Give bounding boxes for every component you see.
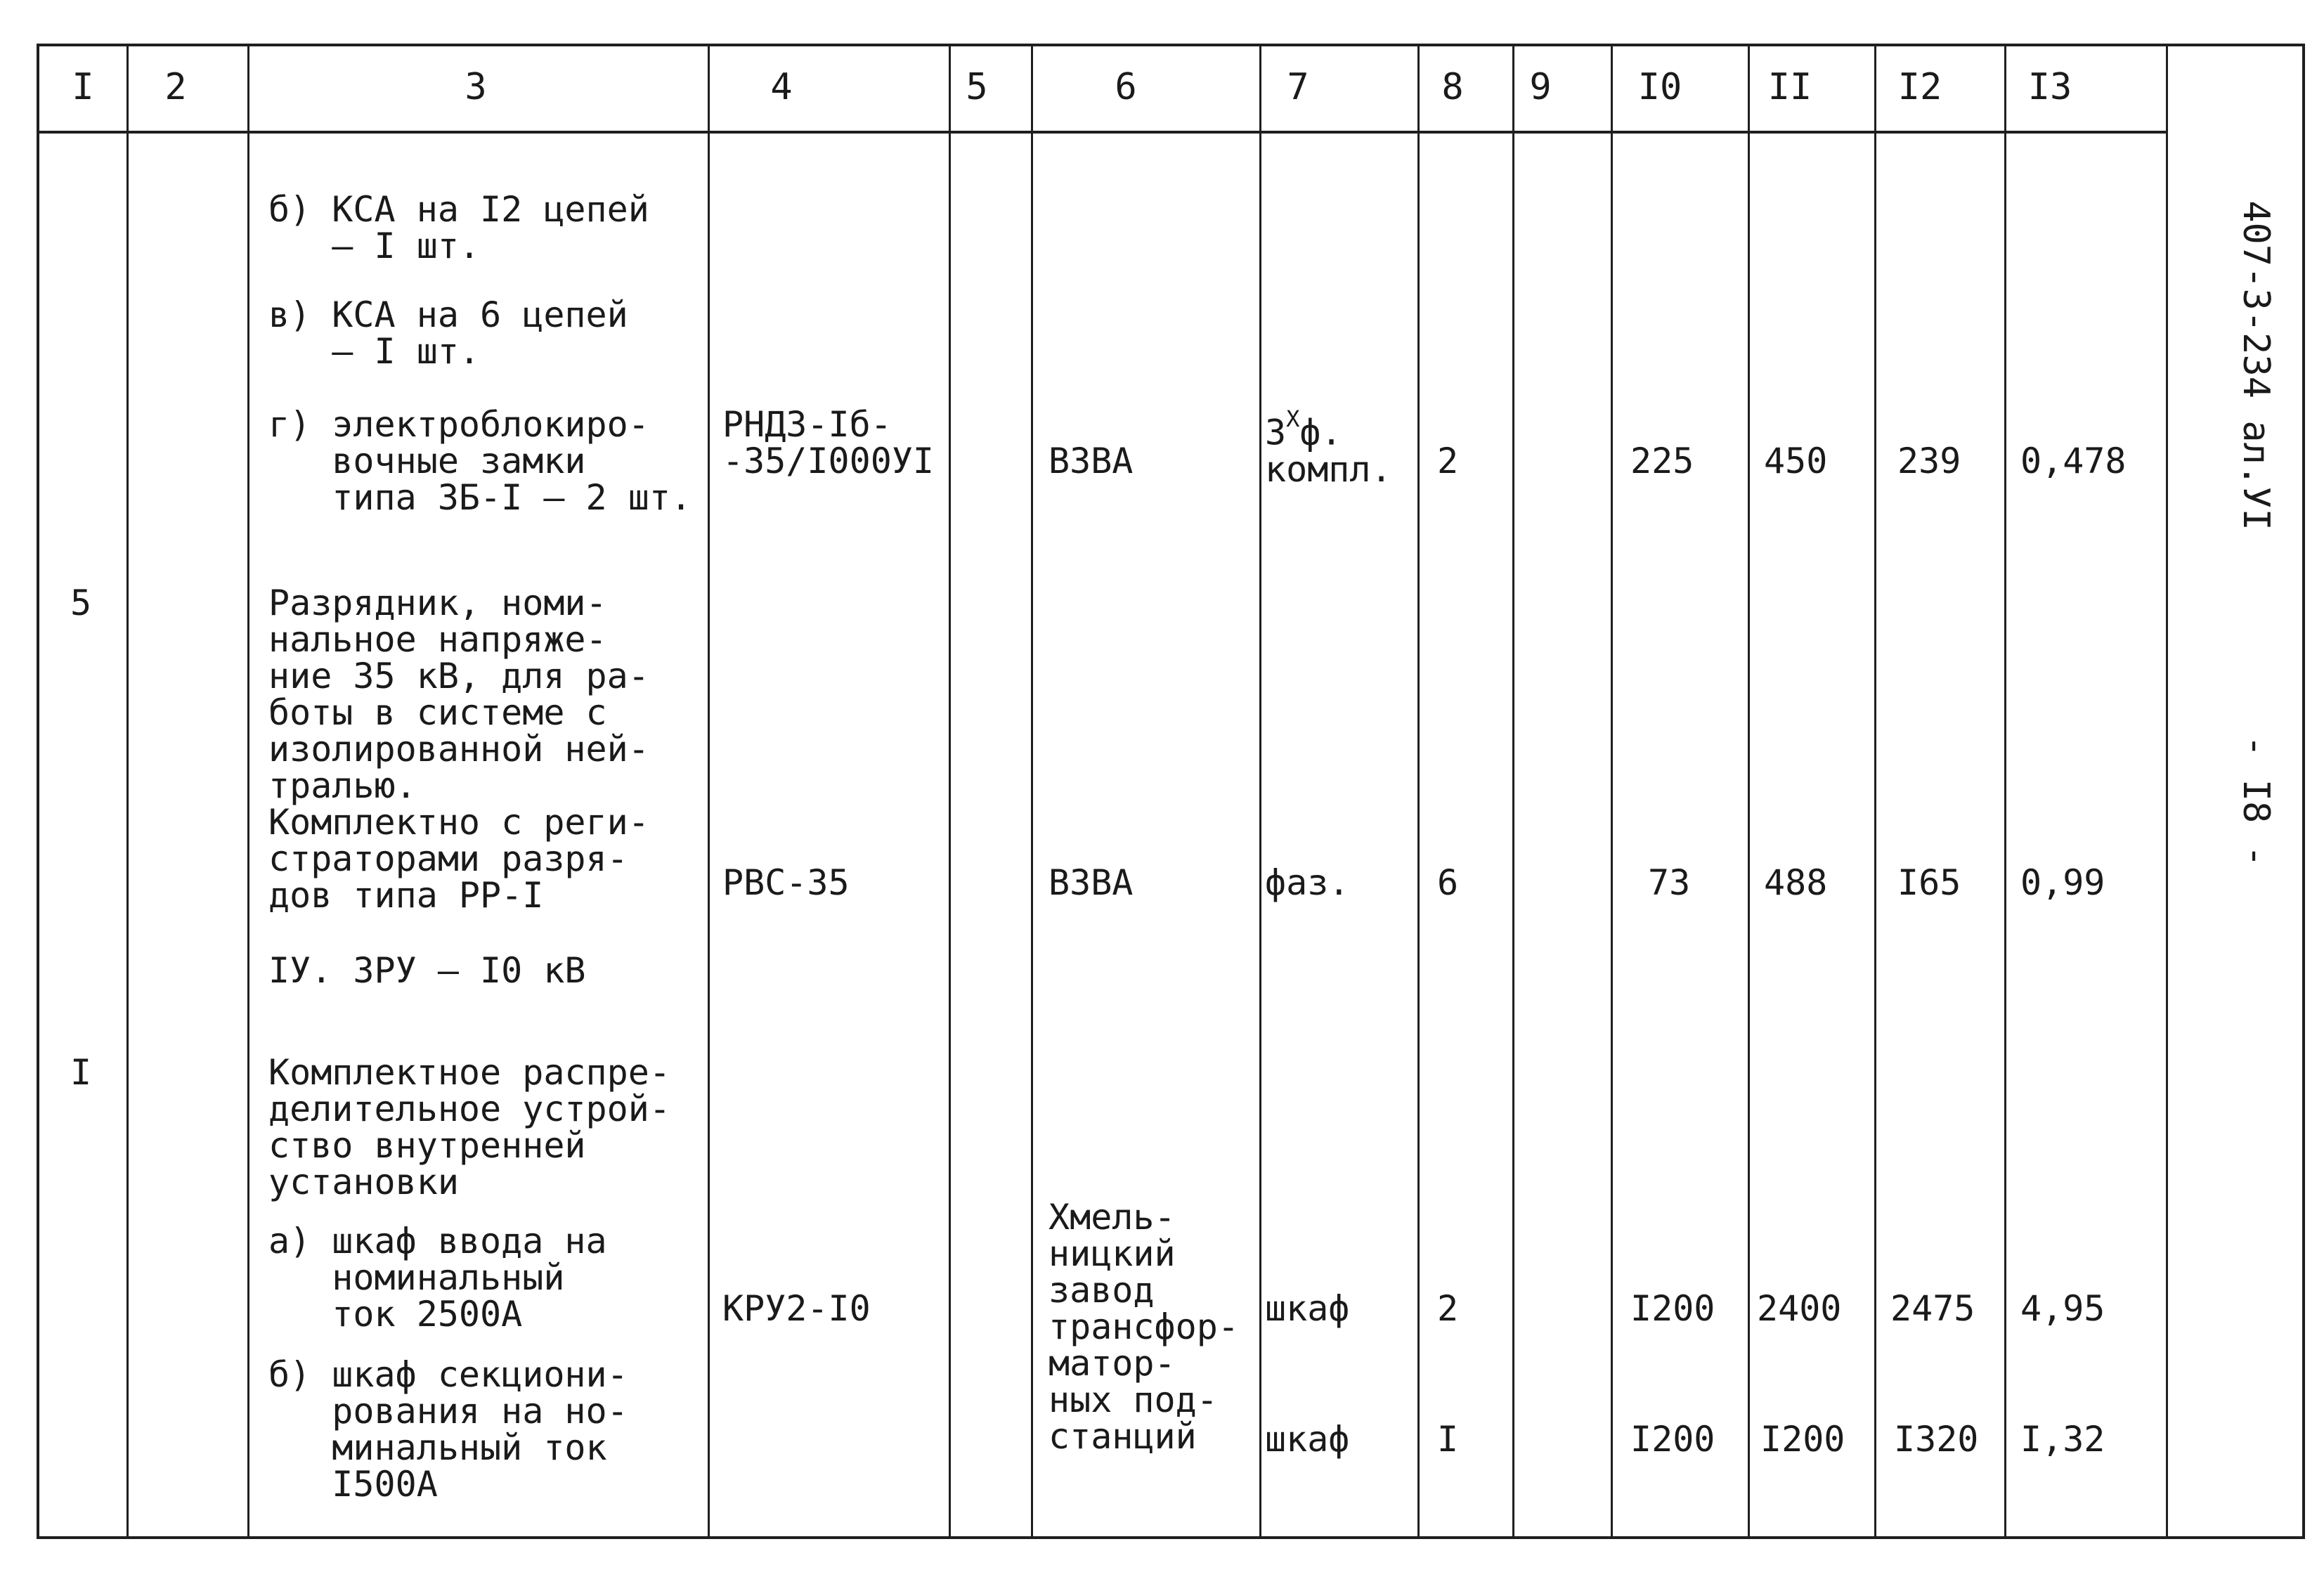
column-divider	[1611, 44, 1613, 1539]
row-col11: I200	[1760, 1419, 1845, 1460]
header-col-12: I2	[1897, 66, 1942, 108]
row-number: 5	[70, 583, 92, 623]
row-col13: 0,99	[2020, 862, 2105, 903]
unit-superscript: Х	[1286, 405, 1300, 432]
row-type: КРУ2-I0	[722, 1288, 871, 1329]
row-col10: I200	[1630, 1288, 1715, 1329]
row-col11: 488	[1764, 862, 1828, 903]
row-quantity: 2	[1437, 1288, 1459, 1329]
header-col-5: 5	[966, 66, 988, 108]
column-divider	[1512, 44, 1514, 1539]
column-divider	[949, 44, 951, 1539]
row-type: РВС-35	[722, 862, 850, 903]
header-col-11: II	[1767, 66, 1812, 108]
column-divider	[126, 44, 129, 1539]
row-col12: I320	[1894, 1419, 1979, 1460]
column-divider	[2166, 44, 2168, 1539]
column-divider	[1748, 44, 1750, 1539]
row-quantity: I	[1437, 1419, 1459, 1460]
row-col11: 2400	[1757, 1288, 1842, 1329]
row-description: а) шкаф ввода на номинальный ток 2500А	[268, 1221, 607, 1335]
header-col-13: I3	[2027, 66, 2072, 108]
row-col10: 73	[1648, 862, 1691, 903]
header-col-10: I0	[1637, 66, 1682, 108]
header-col-9: 9	[1529, 66, 1552, 108]
row-col10: 225	[1630, 441, 1694, 481]
row-type: РНДЗ-Iб- -35/I000УI	[722, 404, 935, 481]
header-col-4: 4	[770, 66, 793, 108]
row-manufacturer: Хмель- ницкий завод трансфор- матор- ных под- станций	[1049, 1197, 1239, 1457]
row-description: в) КСА на 6 цепей – I шт.	[268, 294, 628, 372]
section-heading: IУ. ЗРУ – I0 кВ	[268, 950, 586, 991]
column-divider	[247, 44, 249, 1539]
header-col-8: 8	[1441, 66, 1464, 108]
row-description: б) КСА на I2 цепей – I шт.	[268, 189, 649, 266]
header-col-7: 7	[1287, 66, 1309, 108]
column-divider	[2004, 44, 2006, 1539]
row-manufacturer: ВЗВА	[1049, 441, 1134, 481]
row-col13: 4,95	[2020, 1288, 2105, 1329]
row-number: I	[70, 1052, 92, 1093]
column-divider	[1031, 44, 1033, 1539]
row-col12: 239	[1897, 441, 1961, 481]
row-col13: 0,478	[2020, 441, 2127, 481]
row-description: г) электроблокиро- вочные замки типа ЗБ-I – 2 шт.	[268, 404, 692, 518]
header-col-2: 2	[164, 66, 187, 108]
row-manufacturer: ВЗВА	[1049, 862, 1134, 903]
column-divider	[1874, 44, 1876, 1539]
row-col13: I,32	[2020, 1419, 2105, 1460]
column-divider	[1259, 44, 1261, 1539]
row-col12: 2475	[1890, 1288, 1975, 1329]
row-quantity: 6	[1437, 862, 1459, 903]
header-col-6: 6	[1115, 66, 1137, 108]
header-col-3: 3	[465, 66, 487, 108]
row-col12: I65	[1897, 862, 1961, 903]
row-description: б) шкаф секциони- рования на но- минальный ток I500А	[268, 1354, 628, 1505]
row-unit: фаз.	[1265, 862, 1350, 903]
row-quantity: 2	[1437, 441, 1459, 481]
row-description: Разрядник, номи- нальное напряже- ние 35 кВ, для ра- боты в системе с изолированной ней- тралью. Комплектно с реги- страторами разря- дов типа РР-I	[268, 583, 649, 916]
column-divider	[1417, 44, 1420, 1539]
header-col-1: I	[72, 66, 94, 108]
row-unit: $3^Хф$. компл.	[1265, 405, 1392, 490]
column-divider	[708, 44, 710, 1539]
row-description: Комплектное распре- делительное устрой- ство внутренней установки	[268, 1052, 670, 1202]
row-col11: 450	[1764, 441, 1828, 481]
header-separator	[37, 131, 2166, 134]
row-unit: шкаф	[1265, 1288, 1350, 1329]
row-col10: I200	[1630, 1419, 1715, 1460]
row-unit: шкаф	[1265, 1419, 1350, 1460]
